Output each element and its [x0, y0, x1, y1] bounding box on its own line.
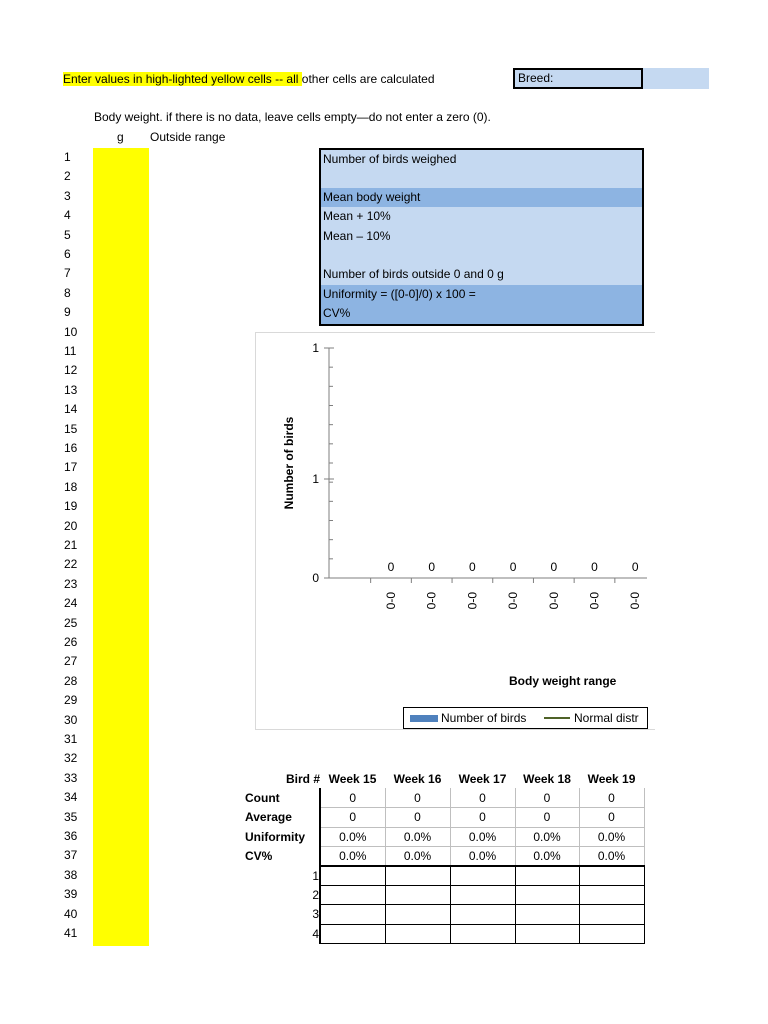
y-tick-label: 0 — [312, 571, 319, 585]
table-cell: 0 — [515, 788, 579, 807]
row-label: CV% — [243, 847, 320, 866]
table-cell: 0.0% — [450, 827, 515, 846]
table-cell: 0 — [579, 788, 644, 807]
stat-outside: Number of birds outside 0 and 0 g — [323, 267, 504, 281]
table-header-row — [243, 769, 644, 788]
row-number: 14 — [64, 402, 78, 417]
bird-weight-cell[interactable] — [385, 924, 450, 943]
table-row — [243, 827, 644, 846]
bird-weight-cell[interactable] — [320, 905, 385, 924]
row-number: 11 — [64, 344, 77, 358]
table-cell: 0 — [320, 808, 385, 827]
row-number: 18 — [64, 479, 78, 494]
row-number: 31 — [64, 732, 78, 746]
breed-value-overflow: I — [640, 72, 644, 86]
instruction-line — [63, 70, 435, 88]
table-cell: 0 — [450, 808, 515, 827]
table-row — [243, 885, 644, 904]
bar-data-label: 0 — [550, 560, 558, 574]
bird-weight-cell[interactable] — [385, 905, 450, 924]
bird-weight-cell[interactable] — [450, 866, 515, 885]
row-number: 3 — [64, 188, 71, 203]
bird-weight-cell[interactable] — [515, 866, 579, 885]
row-number: 36 — [64, 829, 78, 843]
stat-mean-plus: Mean + 10% — [323, 209, 391, 223]
bar-data-label: 0 — [631, 560, 639, 574]
legend-bar-swatch — [410, 715, 438, 722]
table-row — [243, 905, 644, 924]
row-label: Uniformity — [243, 827, 320, 846]
row-number: 6 — [64, 247, 71, 261]
table-cell: 0.0% — [579, 847, 644, 866]
legend-label-birds: Number of birds — [441, 711, 527, 725]
table-row — [243, 808, 644, 827]
bird-weight-cell[interactable] — [450, 924, 515, 943]
breed-label: Breed: — [513, 68, 643, 89]
row-number: 34 — [64, 790, 78, 805]
table-cell: 0.0% — [450, 847, 515, 866]
body-weight-note: Body weight. if there is no data, leave cells empty—do not enter a zero (0). — [94, 110, 491, 124]
row-number: 12 — [64, 363, 78, 378]
table-row — [243, 847, 644, 866]
bird-number: 3 — [243, 905, 320, 924]
x-axis-label: Body weight range — [509, 674, 617, 688]
instruction-rest: other cells are calculated — [301, 72, 435, 86]
bird-number: 1 — [243, 866, 320, 885]
table-cell: 0.0% — [385, 827, 450, 846]
row-number: 38 — [64, 867, 78, 882]
week-header: Week 15 — [328, 771, 377, 786]
chart-legend — [403, 707, 648, 729]
week-header: Week 17 — [458, 771, 507, 786]
table-cell: 0 — [450, 788, 515, 807]
stats-panel — [319, 148, 644, 326]
table-cell: 0 — [385, 788, 450, 807]
x-tick-label: 0-0 — [628, 592, 643, 610]
bar-data-label: 0 — [428, 560, 436, 574]
y-tick-label: 1 — [312, 472, 319, 486]
table-row — [243, 924, 644, 943]
row-number: 27 — [64, 654, 78, 669]
bird-number: 2 — [243, 885, 320, 904]
row-number: 10 — [64, 324, 78, 339]
row-number: 37 — [64, 848, 78, 863]
row-number: 13 — [64, 382, 78, 397]
week-header: Week 18 — [523, 771, 571, 786]
row-number: 25 — [64, 615, 78, 630]
bird-weight-cell[interactable] — [385, 866, 450, 885]
table-row — [243, 788, 644, 807]
bird-weight-cell[interactable] — [515, 905, 579, 924]
bird-weight-cell[interactable] — [450, 885, 515, 904]
row-number: 22 — [64, 557, 78, 572]
row-number: 9 — [64, 305, 71, 320]
row-number: 23 — [64, 576, 78, 591]
row-label: Count — [243, 788, 320, 807]
stat-birds-weighed: Number of birds weighed — [323, 152, 457, 166]
row-number: 24 — [64, 596, 78, 611]
x-tick-label: 0-0 — [506, 592, 521, 610]
bird-weight-cell[interactable] — [579, 885, 644, 904]
bird-weight-cell[interactable] — [320, 885, 385, 904]
row-number: 4 — [64, 208, 71, 223]
table-cell: 0.0% — [579, 827, 644, 846]
bird-weight-cell[interactable] — [579, 905, 644, 924]
row-number: 2 — [64, 169, 71, 184]
bird-weight-cell[interactable] — [515, 885, 579, 904]
row-number: 1 — [64, 150, 71, 164]
table-cell: 0 — [385, 808, 450, 827]
row-number: 35 — [64, 809, 78, 824]
stat-mean: Mean body weight — [321, 188, 642, 207]
table-cell: 0.0% — [515, 847, 579, 866]
bird-weight-cell[interactable] — [320, 924, 385, 943]
bird-weight-cell[interactable] — [450, 905, 515, 924]
row-number: 30 — [64, 712, 78, 727]
bird-number: 4 — [243, 924, 320, 943]
table-cell: 0.0% — [385, 847, 450, 866]
bar-data-label: 0 — [591, 560, 598, 574]
x-tick-label: 0-0 — [587, 592, 602, 610]
bird-weight-cell[interactable] — [385, 885, 450, 904]
bird-weight-cell[interactable] — [515, 924, 579, 943]
row-number: 5 — [64, 227, 71, 242]
stat-uniformity: Uniformity = ([0-0]/0) x 100 = — [321, 285, 642, 304]
table-cell: 0 — [515, 808, 579, 827]
row-number: 39 — [64, 887, 78, 902]
row-number: 29 — [64, 693, 78, 708]
histogram-chart — [255, 332, 647, 730]
row-number: 17 — [64, 460, 78, 475]
row-number: 32 — [64, 751, 78, 766]
row-number: 28 — [64, 673, 78, 688]
bird-number-header: Bird # — [285, 771, 320, 786]
row-number: 19 — [64, 499, 78, 514]
body-weight-input-column[interactable] — [93, 148, 149, 946]
row-number: 8 — [64, 285, 71, 300]
week-header: Week 16 — [393, 771, 442, 786]
table-cell: 0.0% — [515, 827, 579, 846]
row-number: 20 — [64, 518, 78, 533]
row-number: 33 — [64, 770, 78, 785]
row-number: 16 — [64, 441, 78, 455]
y-axis-label: Number of birds — [282, 416, 296, 510]
table-cell: 0 — [320, 788, 385, 807]
bird-weight-cell[interactable] — [320, 866, 385, 885]
row-number: 26 — [64, 635, 78, 649]
x-tick-label: 0-0 — [546, 592, 561, 610]
row-number: 41 — [64, 926, 78, 940]
x-tick-label: 0-0 — [465, 592, 480, 610]
table-cell: 0.0% — [320, 847, 385, 866]
legend-line-swatch — [544, 717, 570, 719]
outside-range-header: Outside range — [150, 130, 226, 144]
stat-cv: CV% — [321, 304, 642, 324]
bird-weight-cell[interactable] — [579, 924, 644, 943]
row-label: Average — [243, 808, 320, 827]
stat-mean-minus: Mean – 10% — [323, 229, 391, 243]
table-cell: 0 — [579, 808, 644, 827]
row-number: 21 — [64, 538, 78, 552]
table-cell: 0.0% — [320, 827, 385, 846]
week-header: Week 19 — [587, 771, 636, 786]
legend-label-normal: Normal distr — [574, 711, 639, 725]
bird-weight-cell[interactable] — [579, 866, 644, 885]
weekly-summary-table — [243, 769, 645, 944]
row-number: 7 — [64, 266, 71, 281]
row-number: 40 — [64, 906, 78, 921]
row-number: 15 — [64, 421, 78, 436]
table-row — [243, 866, 644, 885]
y-tick-label: 1 — [312, 341, 319, 355]
unit-header: g — [117, 130, 124, 144]
bar-data-label: 0 — [469, 560, 476, 574]
bar-data-label: 0 — [387, 560, 395, 574]
x-tick-label: 0-0 — [424, 592, 439, 610]
bar-data-label: 0 — [509, 560, 517, 574]
instruction-highlighted: Enter values in high-lighted yellow cells -- all — [63, 72, 302, 86]
x-tick-label: 0-0 — [384, 592, 398, 610]
